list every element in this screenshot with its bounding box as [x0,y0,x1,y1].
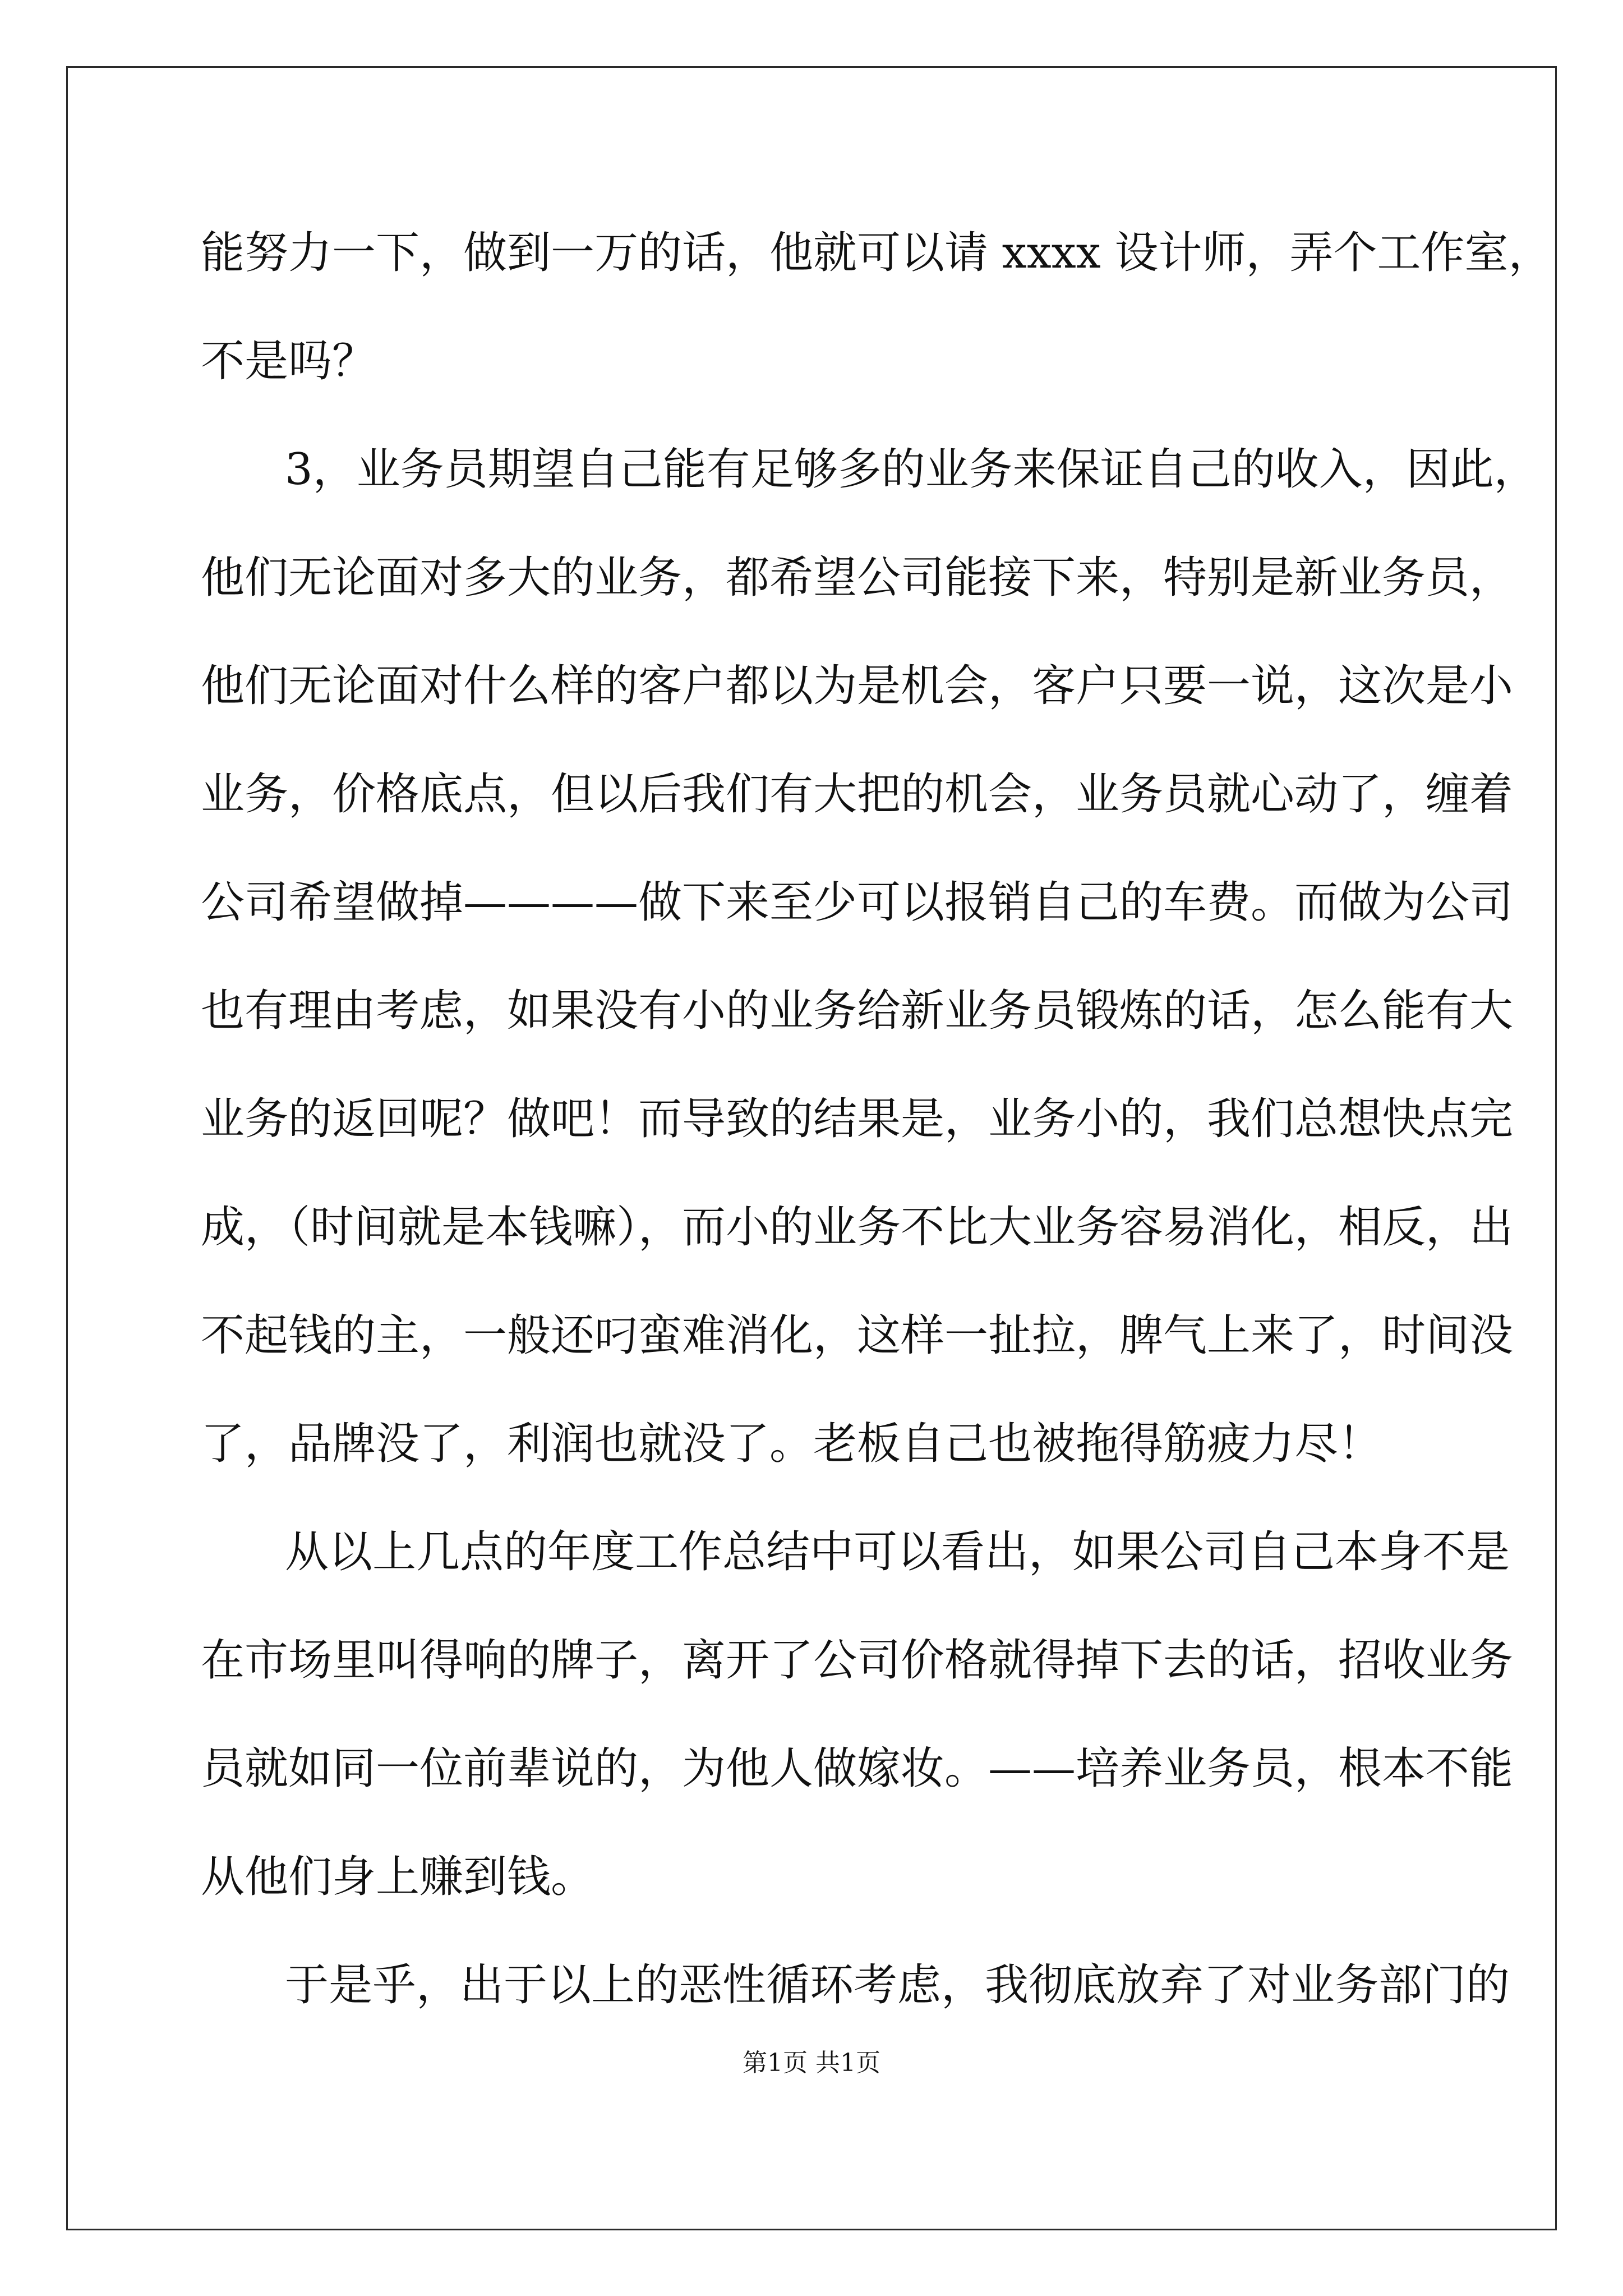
text-line: 从他们身上赚到钱。 [201,1852,595,1902]
text-line: 业务，价格底点，但以后我们有大把的机会，业务员就心动了，缠着 [201,769,1514,820]
paragraph-start-line: 从以上几点的年度工作总结中可以看出，如果公司自己本身不是 [285,1527,1510,1577]
text-line: 他们无论面对多大的业务，都希望公司能接下来，特别是新业务员， [201,553,1514,603]
text-line: 了，品牌没了，利润也就没了。老板自己也被拖得筋疲力尽！ [201,1419,1382,1469]
text-line: 不起钱的主，一般还叼蛮难消化，这样一扯拉，脾气上来了，时间没 [201,1310,1514,1361]
paragraph-start-line: 3，业务员期望自己能有足够多的业务来保证自己的收入，因此， [285,444,1538,495]
text-line: 在市场里叫得响的牌子，离开了公司价格就得掉下去的话，招收业务 [201,1635,1514,1686]
text-line: 员就如同一位前辈说的，为他人做嫁妆。——培养业务员，根本不能 [201,1743,1514,1794]
text-line: 他们无论面对什么样的客户都以为是机会，客户只要一说，这次是小 [201,661,1514,711]
text-line: 业务的返回呢？做吧！而导致的结果是，业务小的，我们总想快点完 [201,1094,1514,1144]
text-line: 公司希望做掉————做下来至少可以报销自己的车费。而做为公司 [201,877,1514,928]
document-body [201,199,1552,2040]
text-line: 也有理由考虑，如果没有小的业务给新业务员锻炼的话，怎么能有大 [201,986,1514,1036]
page-number-footer: 第1页 共1页 [743,2049,880,2077]
text-line: 能努力一下，做到一万的话，他就可以请 xxxx 设计师，弄个工作室， [201,228,1552,278]
paragraph-start-line: 于是乎，出于以上的恶性循环考虑，我彻底放弃了对业务部门的 [285,1960,1510,2010]
text-line: 成，（时间就是本钱嘛），而小的业务不比大业务容易消化，相反，出 [201,1202,1514,1253]
text-line: 不是吗？ [201,336,376,386]
